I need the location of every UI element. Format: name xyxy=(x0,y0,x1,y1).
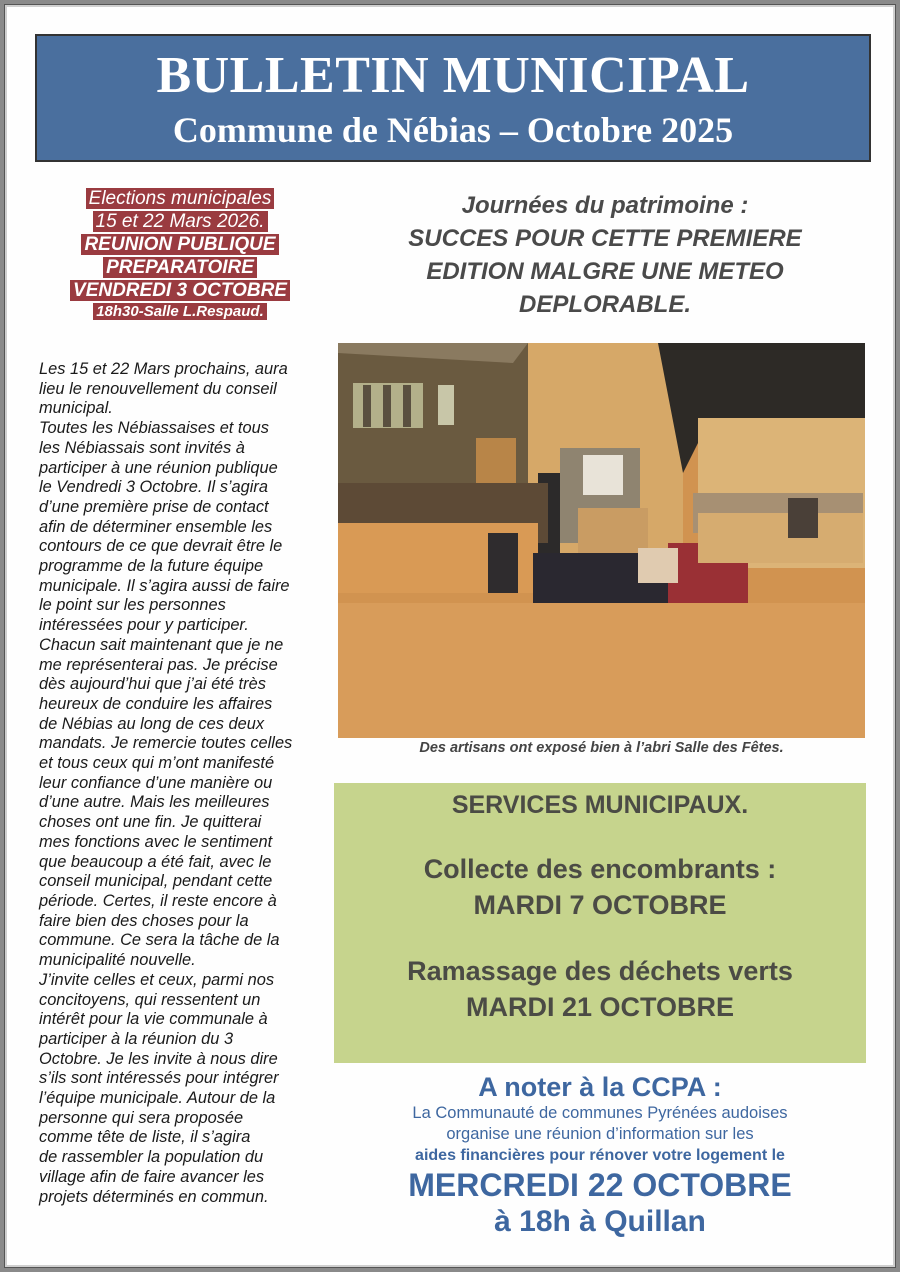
letter-line: le Vendredi 3 Octobre. Il s’agira xyxy=(39,478,268,497)
letter-line: choses ont une fin. Je quitterai xyxy=(39,813,262,832)
patrimoine-headline xyxy=(345,189,865,321)
letter-line: personne qui sera proposée xyxy=(39,1108,244,1127)
letter-line: conseil municipal, pendant cette xyxy=(39,872,273,891)
service-date: MARDI 7 OCTOBRE xyxy=(473,890,727,920)
ccpa-text: aides financières pour rénover votre logement le xyxy=(415,1147,785,1164)
letter-line: heureux de conduire les affaires xyxy=(39,694,273,713)
letter-line: période. Certes, il reste encore à xyxy=(39,891,277,910)
letter-line: participer à la réunion du 3 xyxy=(39,1029,234,1048)
headline-line: EDITION MALGRE UNE METEO xyxy=(426,258,784,285)
photo-caption: Des artisans ont exposé bien à l’abri Salle des Fêtes. xyxy=(419,740,784,756)
letter-line: intéressées pour y participer. xyxy=(39,616,249,635)
election-line: PREPARATOIRE xyxy=(103,257,257,278)
election-line: Elections municipales xyxy=(86,188,275,209)
letter-line: le point sur les personnes xyxy=(39,596,226,615)
ccpa-text: organise une réunion d’information sur les xyxy=(446,1125,754,1143)
letter-line: de Nébias au long de ces deux xyxy=(39,714,265,733)
letter-line: me représenterai pas. Je précise xyxy=(39,655,278,674)
bulletin-page xyxy=(4,4,896,1268)
letter-line: d’une première prise de contact xyxy=(39,497,269,516)
letter-line: afin de déterminer ensemble les xyxy=(39,517,273,536)
election-line: 15 et 22 Mars 2026. xyxy=(93,211,268,232)
ccpa-notice xyxy=(335,1071,865,1240)
headline-line: DEPLORABLE. xyxy=(518,291,691,318)
mayor-letter xyxy=(39,360,319,1207)
letter-line: mandats. Je remercie toutes celles xyxy=(39,734,293,753)
letter-line: municipalité nouvelle. xyxy=(39,951,196,970)
service-date: MARDI 21 OCTOBRE xyxy=(465,992,735,1022)
election-line: REUNION PUBLIQUE xyxy=(81,234,278,255)
letter-line: les Nébiassais sont invités à xyxy=(39,438,245,457)
service-label: Collecte des encombrants : xyxy=(423,854,777,884)
letter-line: dès aujourd’hui que j’ai été très xyxy=(39,675,266,694)
masthead xyxy=(35,34,871,162)
letter-line: Octobre. Je les invite à nous dire xyxy=(39,1049,278,1068)
ccpa-title: A noter à la CCPA : xyxy=(478,1072,722,1102)
letter-line: concitoyens, qui ressentent un xyxy=(39,990,261,1009)
services-title: SERVICES MUNICIPAUX. xyxy=(451,791,749,819)
letter-line: faire bien des choses pour la xyxy=(39,911,249,930)
letter-line: intérêt pour la vie communale à xyxy=(39,1010,268,1029)
election-line: VENDREDI 3 OCTOBRE xyxy=(70,280,290,301)
letter-line: contours de ce que devrait être le xyxy=(39,537,283,556)
election-announcement xyxy=(35,187,325,322)
letter-line: et tous ceux qui m’ont manifesté xyxy=(39,754,275,773)
letter-line: que beaucoup a été fait, avec le xyxy=(39,852,272,871)
service-label: Ramassage des déchets verts xyxy=(407,956,793,986)
letter-line: lieu le renouvellement du conseil xyxy=(39,379,277,398)
letter-line: d’une autre. Mais les meilleures xyxy=(39,793,270,812)
letter-line: programme de la future équipe xyxy=(39,557,264,576)
letter-line: s’ils sont intéressés pour intégrer xyxy=(39,1069,279,1088)
letter-line: J’invite celles et ceux, parmi nos xyxy=(39,970,275,989)
letter-line: participer à une réunion publique xyxy=(39,458,278,477)
letter-line: comme tête de liste, il s’agira xyxy=(39,1128,251,1147)
letter-line: municipal. xyxy=(39,399,113,418)
letter-line: village afin de faire avancer les xyxy=(39,1167,265,1186)
bulletin-title: BULLETIN MUNICIPAL xyxy=(156,47,750,104)
letter-line: Toutes les Nébiassaises et tous xyxy=(39,419,269,438)
services-municipaux-box xyxy=(334,783,866,1063)
letter-line: commune. Ce sera la tâche de la xyxy=(39,931,280,950)
letter-line: Les 15 et 22 Mars prochains, aura xyxy=(39,360,288,378)
headline-line: Journées du patrimoine : xyxy=(461,192,749,219)
letter-line: leur confiance d’une manière ou xyxy=(39,773,273,792)
letter-line: de rassembler la population du xyxy=(39,1148,264,1167)
letter-line: Chacun sait maintenant que je ne xyxy=(39,635,284,654)
bulletin-subtitle: Commune de Nébias – Octobre 2025 xyxy=(172,110,734,150)
letter-line: l’équipe municipale. Autour de la xyxy=(39,1089,276,1108)
letter-line: municipale. Il s’agira aussi de faire xyxy=(39,576,290,595)
ccpa-time-place: à 18h à Quillan xyxy=(494,1205,706,1238)
salle-des-fetes-photo xyxy=(338,343,865,738)
ccpa-date: MERCREDI 22 OCTOBRE xyxy=(408,1167,792,1203)
letter-line: projets déterminés en commun. xyxy=(39,1187,269,1206)
letter-line: mes fonctions avec le sentiment xyxy=(39,832,273,851)
election-line: 18h30-Salle L.Respaud. xyxy=(93,303,267,320)
headline-line: SUCCES POUR CETTE PREMIERE xyxy=(408,225,802,252)
ccpa-text: La Communauté de communes Pyrénées audoises xyxy=(412,1104,788,1122)
